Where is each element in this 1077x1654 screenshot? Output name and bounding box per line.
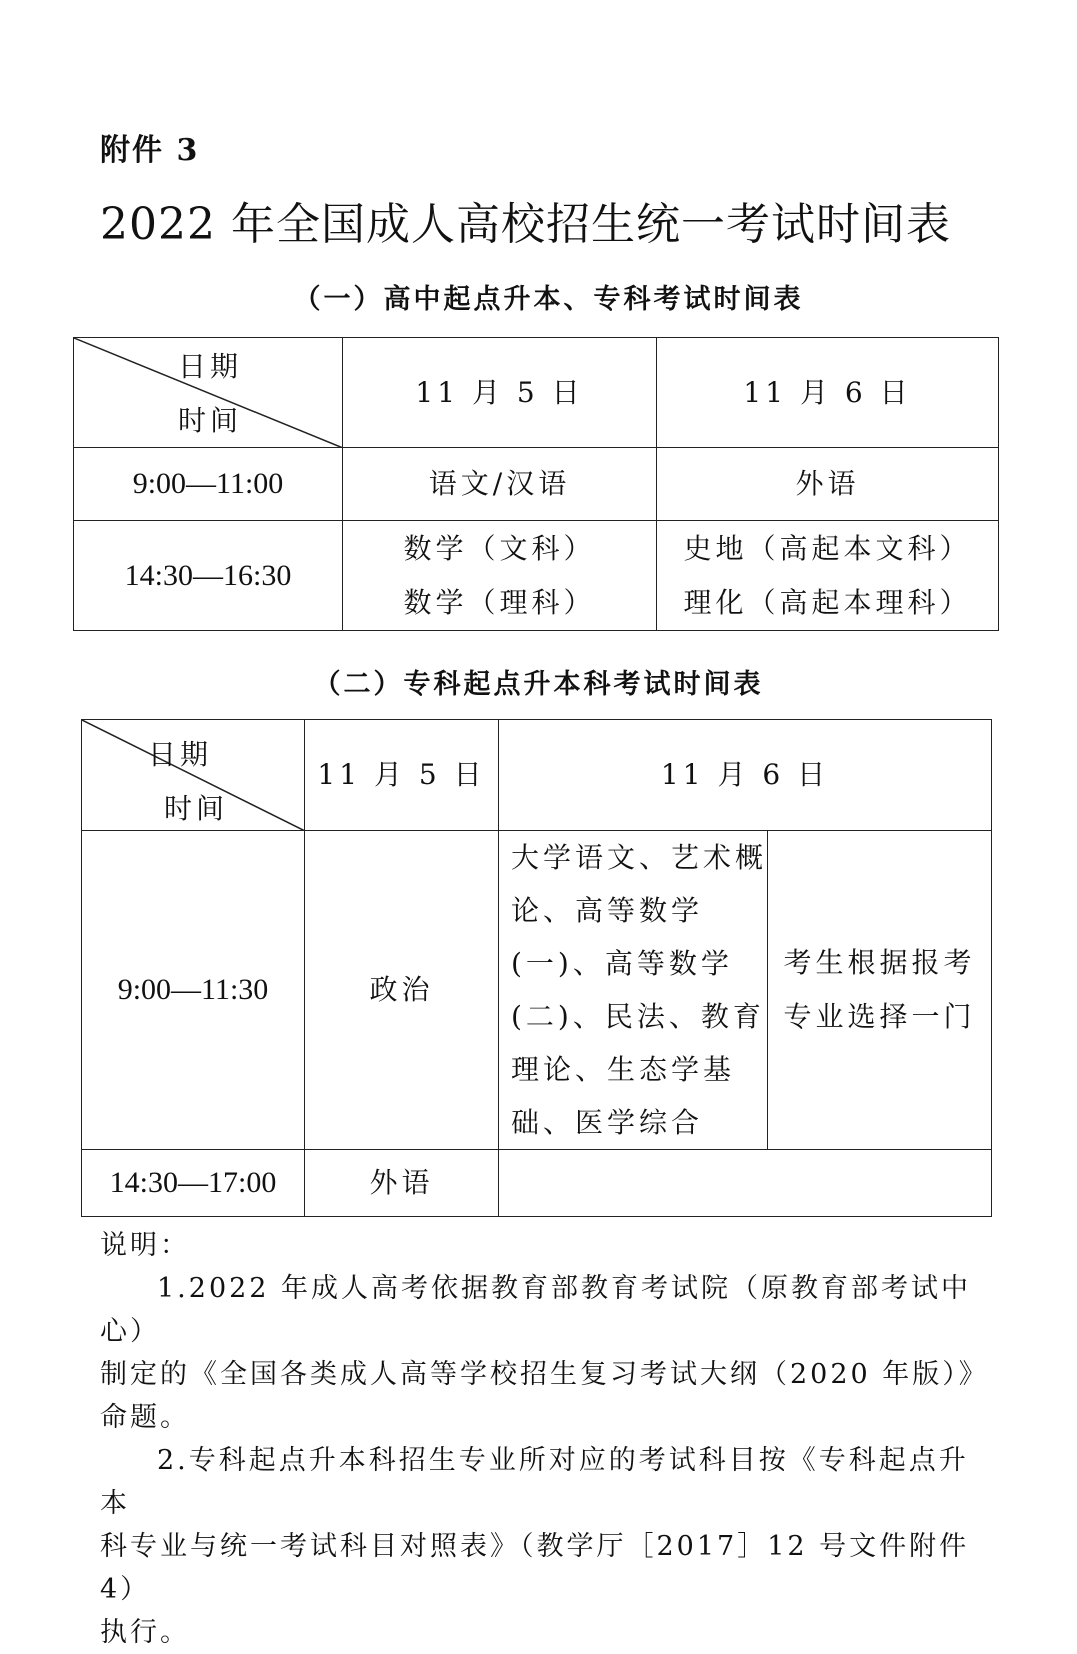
section1-heading: （一）高中起点升本、专科考试时间表 [293, 284, 804, 315]
selection-note-cell [768, 831, 992, 1150]
date-label: 日期 [148, 738, 213, 771]
subject-line: (二)、民法、教育 [511, 1000, 765, 1033]
day1-header: 11 月 5 日 [343, 338, 657, 448]
subject-list-cell [499, 831, 768, 1150]
time-cell: 14:30—16:30 [74, 521, 343, 631]
date-label: 日期 [178, 350, 243, 383]
note-line: 2.专科起点升本科招生专业所对应的考试科目按《专科起点升本 [100, 1445, 969, 1519]
time-cell: 9:00—11:00 [74, 448, 343, 521]
day2-header: 11 月 6 日 [499, 720, 992, 831]
note-line: 制定的《全国各类成人高等学校招生复习考试大纲（2020 年版）》 [100, 1359, 989, 1390]
subject-line: 数学（理科） [403, 585, 596, 619]
notes-label: 说明： [100, 1230, 190, 1261]
notes-section [100, 1224, 989, 1654]
subject-line: (一)、高等数学 [511, 947, 733, 980]
note-line: 1.2022 年成人高考依据教育部教育考试院（原教育部考试中心） [100, 1273, 972, 1347]
attachment-label: 附件 3 [100, 133, 200, 168]
day2-header: 11 月 6 日 [657, 338, 999, 448]
header-corner-cell [74, 338, 343, 448]
time-cell: 14:30—17:00 [82, 1150, 305, 1217]
time-cell: 9:00—11:30 [82, 831, 305, 1150]
subject-cell [343, 521, 657, 631]
section2-heading: （二）专科起点升本科考试时间表 [313, 669, 764, 700]
note-line: 专业选择一门 [783, 1000, 976, 1033]
empty-cell [499, 1150, 992, 1217]
subject-cell: 外语 [657, 448, 999, 521]
subject-line: 础、医学综合 [511, 1106, 704, 1139]
page-title: 2022 年全国成人高校招生统一考试时间表 [100, 199, 951, 250]
subject-line: 理化（高起本理科） [683, 585, 972, 619]
subject-cell: 政治 [305, 831, 499, 1150]
subject-cell: 语文/汉语 [343, 448, 657, 521]
subject-cell [657, 521, 999, 631]
note-line: 考生根据报考 [783, 946, 976, 979]
schedule-table-2 [81, 719, 992, 1217]
subject-cell: 外语 [305, 1150, 499, 1217]
subject-line: 理论、生态学基 [511, 1053, 736, 1086]
subject-line: 论、高等数学 [511, 894, 704, 927]
note-line: 命题。 [100, 1402, 190, 1433]
subject-line: 大学语文、艺术概 [511, 841, 768, 874]
subject-line: 史地（高起本文科） [683, 531, 972, 565]
time-label: 时间 [164, 792, 229, 825]
subject-line: 数学（文科） [403, 531, 596, 565]
header-corner-cell [82, 720, 305, 831]
note-line: 执行。 [100, 1617, 190, 1648]
time-label: 时间 [178, 404, 243, 437]
day1-header: 11 月 5 日 [305, 720, 499, 831]
note-line: 科专业与统一考试科目对照表》（教学厅［2017］12 号文件附件 4） [100, 1531, 970, 1605]
schedule-table-1 [73, 337, 999, 631]
